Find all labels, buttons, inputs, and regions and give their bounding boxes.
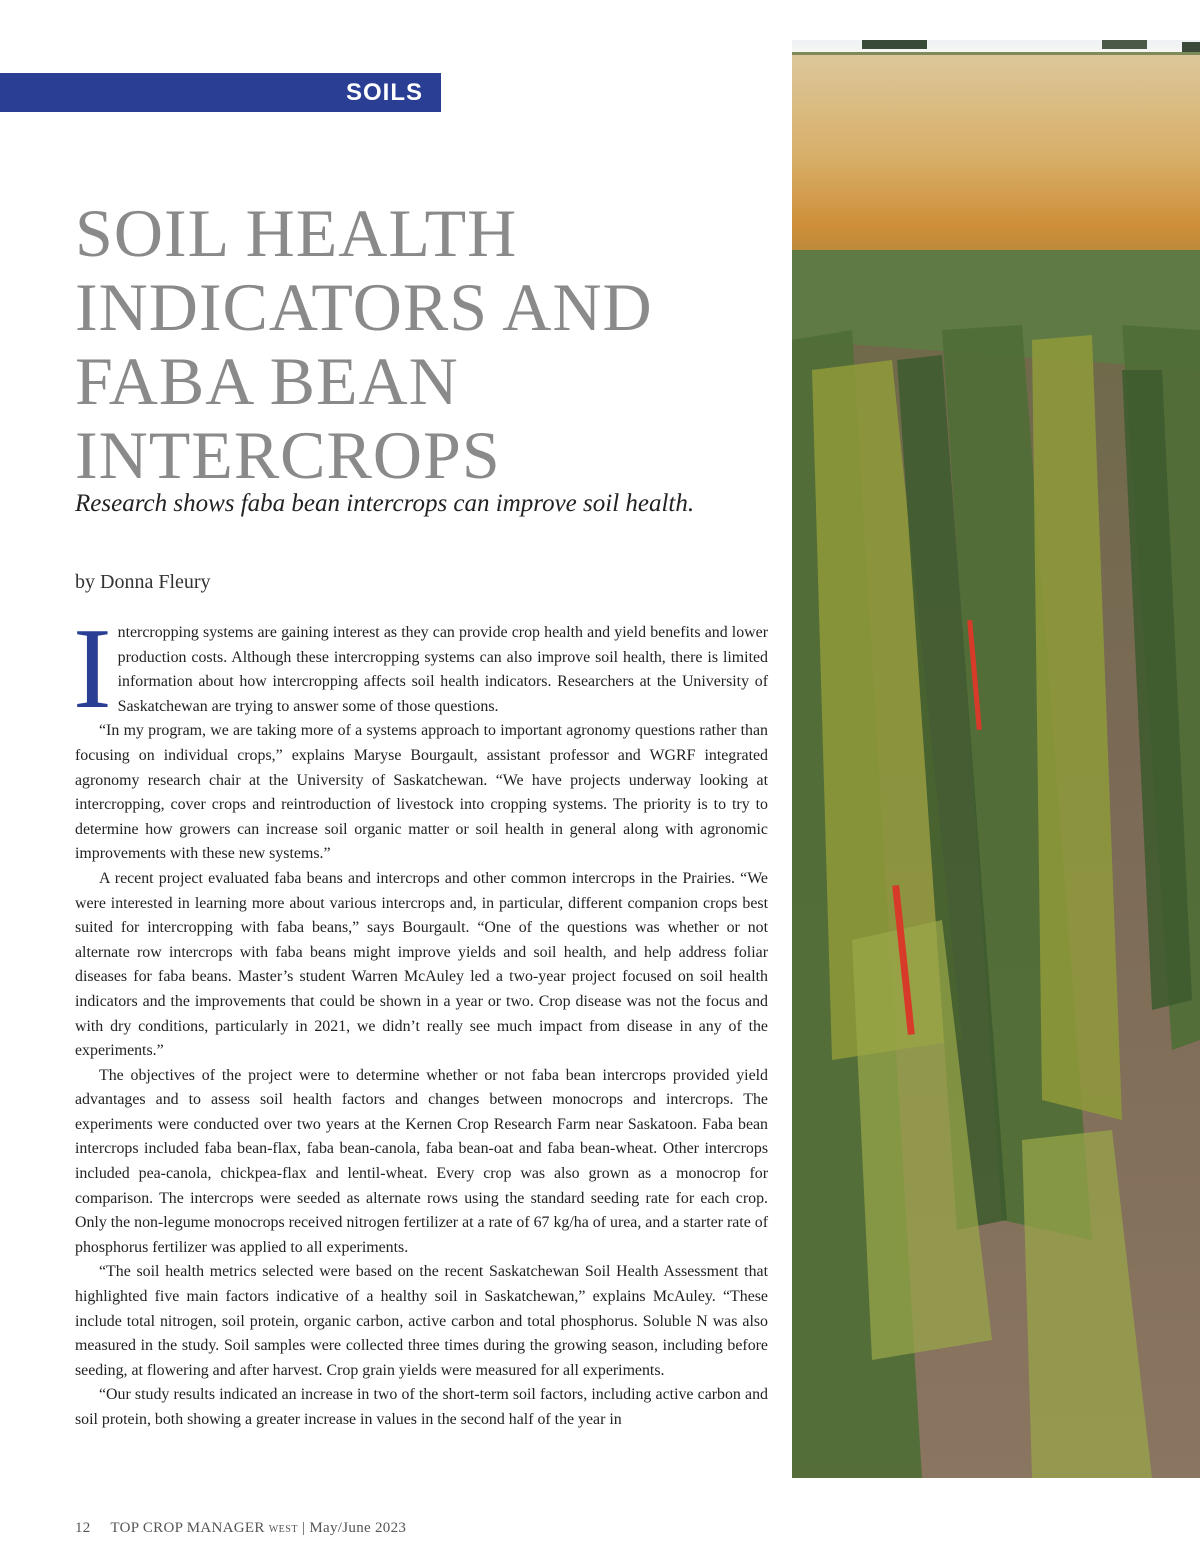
magazine-name: TOP CROP MANAGER [110, 1520, 265, 1536]
section-label: SOILS [345, 78, 423, 106]
body-paragraph: Intercropping systems are gaining interest as they can provide crop health and yield benefits and lower production costs. Although these intercropping systems can also improve soil health, there is limited information about how intercropping affects soil health indicators. Researchers at the University of Saskatchewan are trying to answer some of those questions. [73, 605, 768, 733]
body-paragraph: The objectives of the project were to determine whether or not faba bean intercrops provided yield advantages and to assess soil health factors and changes between monocrops and intercrops. The experiments were conducted over two years at the Kernen Crop Research Farm near Saskatoon. Faba bean intercrops included faba bean-flax, faba bean-canola, faba bean-oat and faba bean-wheat. Other intercrops included pea-canola, chickpea-flax and lentil-wheat. Every crop was also grown as a monocrop for comparison. The intercrops were seeded as alternate rows using the standard seeding rate for each crop. Only the non-legume monocrops received nitrogen fertilizer at a rate of 67 kg/ha of urea, and a starter rate of phosphorus fertilizer was applied to all experiments. [75, 1066, 768, 1256]
page-footer [75, 1520, 406, 1537]
article-deck: Research shows faba bean intercrops can improve soil health. [75, 490, 695, 517]
section-tag [0, 73, 441, 112]
drop-cap: I [73, 605, 112, 733]
title-line: INDICATORS AND [75, 269, 653, 345]
byline: by Donna Fleury [75, 571, 211, 593]
body-paragraph: “In my program, we are taking more of a systems approach to important agronomy questions rather than focusing on individual crops,” explains Maryse Bourgault, assistant professor and WGRF integrated agronomy research chair at the University of Saskatchewan. “We have projects underway looking at intercropping, cover crops and reintroduction of livestock into cropping systems. The priority is to try to determine how growers can increase soil organic matter or soil health in general along with agronomic improvements with these new systems.” [75, 722, 768, 863]
body-paragraph: “Our study results indicated an increase in two of the short-term soil factors, including active carbon and soil protein, both showing a greater increase in values in the second half of the year in [75, 1386, 768, 1428]
body-paragraph: “The soil health metrics selected were based on the recent Saskatchewan Soil Health Assessment that highlighted five main factors indicative of a healthy soil in Saskatchewan,” explains McAuley. “These include total nitrogen, soil protein, organic carbon, active carbon and total phosphorus. Soluble N was also measured in the study. Soil samples were collected three times during the growing season, including before seeding, at flowering and after harvest. Crop grain yields were measured for all experiments. [75, 1263, 768, 1379]
issue-date: May/June 2023 [309, 1520, 407, 1536]
title-line: INTERCROPS [75, 417, 501, 493]
page-number: 12 [75, 1520, 91, 1536]
article-body [73, 605, 768, 1433]
magazine-edition: WEST [268, 1524, 298, 1535]
field-photo [792, 40, 1200, 1478]
title-line: FABA BEAN [75, 343, 459, 419]
footer-separator: | [302, 1520, 306, 1536]
body-paragraph: A recent project evaluated faba beans and intercrops and other common intercrops in the Prairies. “We were interested in learning more about various intercrops and, in particular, different companion crops best suited for intercropping with faba beans,” says Bourgault. “One of the questions was whether or not alternate row intercrops with faba beans might improve yields and soil health, and help address foliar diseases for faba beans. Master’s student Warren McAuley led a two-year project focused on soil health indicators and the improvements that could be shown in a year or two. Crop disease was not the focus and with dry conditions, particularly in 2021, we didn’t really see much impact from disease in any of the experiments.” [75, 869, 768, 1060]
title-line: SOIL HEALTH [75, 195, 518, 271]
article-title [75, 196, 775, 492]
